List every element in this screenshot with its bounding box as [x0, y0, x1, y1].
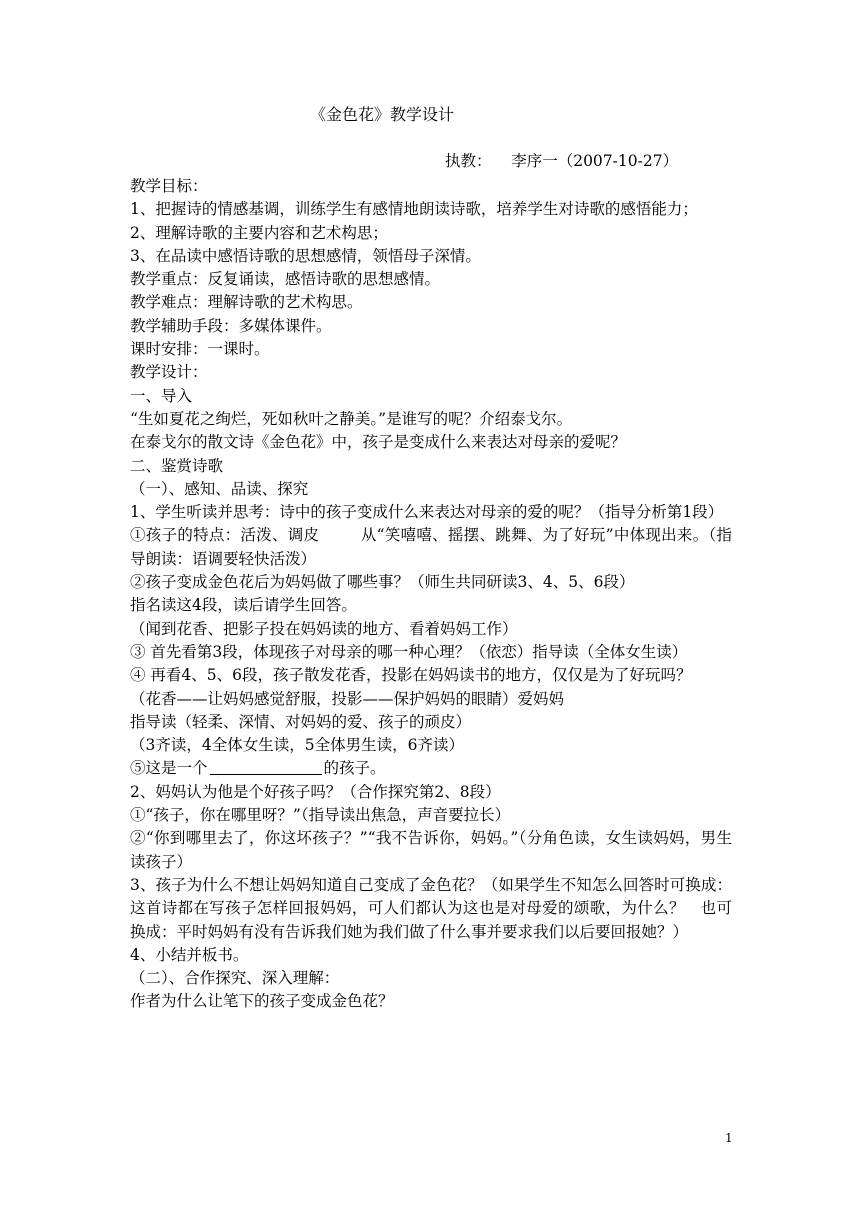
paragraph: ①孩子的特点：活泼、调皮 从“笑嘻嘻、摇摆、跳舞、为了好玩”中体现出来。（指导朗读：语调要轻快活泼）: [130, 526, 732, 568]
paragraph: ①“孩子，你在哪里呀？”（指导读出焦急，声音要拉长）: [130, 806, 511, 825]
paragraph: 4、小结并板书。: [130, 945, 249, 964]
paragraph: （一）、感知、品读、探究: [130, 479, 309, 498]
paragraph: 作者为什么让笔下的孩子变成金色花？: [130, 992, 394, 1011]
paragraph: 2、妈妈认为他是个好孩子吗？（合作探究第2、8段）: [130, 782, 501, 801]
fill-in-blank: [210, 760, 322, 775]
paragraph: （花香——让妈妈感觉舒服，投影——保护妈妈的眼睛）爱妈妈: [130, 689, 565, 708]
paragraph: ③ 首先看第3段，体现孩子对母亲的哪一种心理？（依恋）指导读（全体女生读）: [130, 642, 688, 661]
paragraph: 课时安排：一课时。: [130, 340, 270, 359]
paragraph: ②“你到哪里去了，你这坏孩子？”“我不告诉你，妈妈。”（分角色读，女生读妈妈，男生读孩子）: [130, 829, 732, 871]
paragraph: （二）、合作探究、深入理解：: [130, 969, 340, 988]
paragraph: 3、在品读中感悟诗歌的思想感情，领悟母子深情。: [130, 246, 481, 265]
paragraph: 2、理解诗歌的主要内容和艺术构思；: [130, 223, 388, 242]
paragraph: ④ 再看4、5、6段，孩子散发花香，投影在妈妈读书的地方，仅仅是为了好玩吗？: [130, 666, 692, 685]
paragraph: 在泰戈尔的散文诗《金色花》中，孩子是变成什么来表达对母亲的爱呢？: [130, 433, 627, 452]
document-title: 《金色花》教学设计: [310, 105, 455, 124]
paragraph: 指名读这4段，读后请学生回答。: [130, 596, 357, 615]
paragraph: （3齐读，4全体女生读，5全体男生读，6齐读）: [130, 736, 464, 755]
fill-in-suffix: 的孩子。: [323, 759, 386, 778]
paragraph: 教学目标：: [130, 177, 208, 195]
paragraph: 教学辅助手段：多媒体课件。: [130, 316, 332, 335]
document-body: [130, 175, 732, 1014]
paragraph: 一、导入: [130, 386, 193, 405]
paragraph: 3、孩子为什么不想让妈妈知道自己变成了金色花？（如果学生不知怎么回答时可换成：这首诗都在写孩子怎样回报妈妈，可人们都认为这也是对母爱的颂歌，为什么？ 也可换成：平时妈妈有没有告诉我们她为我们做了什么事并要求我们以后要回报她？）: [130, 875, 732, 941]
paragraph: 二、鉴赏诗歌: [130, 456, 224, 475]
paragraph: 教学难点：理解诗歌的艺术构思。: [130, 293, 363, 312]
author-byline: 执教： 李序一（2007-10-27）: [445, 152, 679, 170]
paragraph: 1、把握诗的情感基调，训练学生有感情地朗读诗歌，培养学生对诗歌的感悟能力；: [130, 200, 698, 219]
paragraph: ②孩子变成金色花后为妈妈做了哪些事？（师生共同研读3、4、5、6段）: [130, 573, 635, 592]
paragraph: 教学设计：: [130, 363, 208, 382]
page-number: 1: [725, 1131, 733, 1145]
paragraph: 1、学生听读并思考：诗中的孩子变成什么来表达对母亲的爱的呢？（指导分析第1段）: [130, 503, 724, 522]
paragraph: 教学重点：反复诵读，感悟诗歌的思想感情。: [130, 270, 441, 289]
paragraph: （闻到花香、把影子投在妈妈读的地方、看着妈妈工作）: [130, 619, 518, 638]
paragraph: 指导读（轻柔、深情、对妈妈的爱、孩子的顽皮）: [130, 712, 472, 731]
fill-in-prefix: ⑤这是一个: [130, 759, 208, 778]
fill-in-paragraph: [130, 757, 732, 780]
paragraph: “生如夏花之绚烂，死如秋叶之静美。”是谁写的呢？介绍泰戈尔。: [130, 409, 573, 428]
